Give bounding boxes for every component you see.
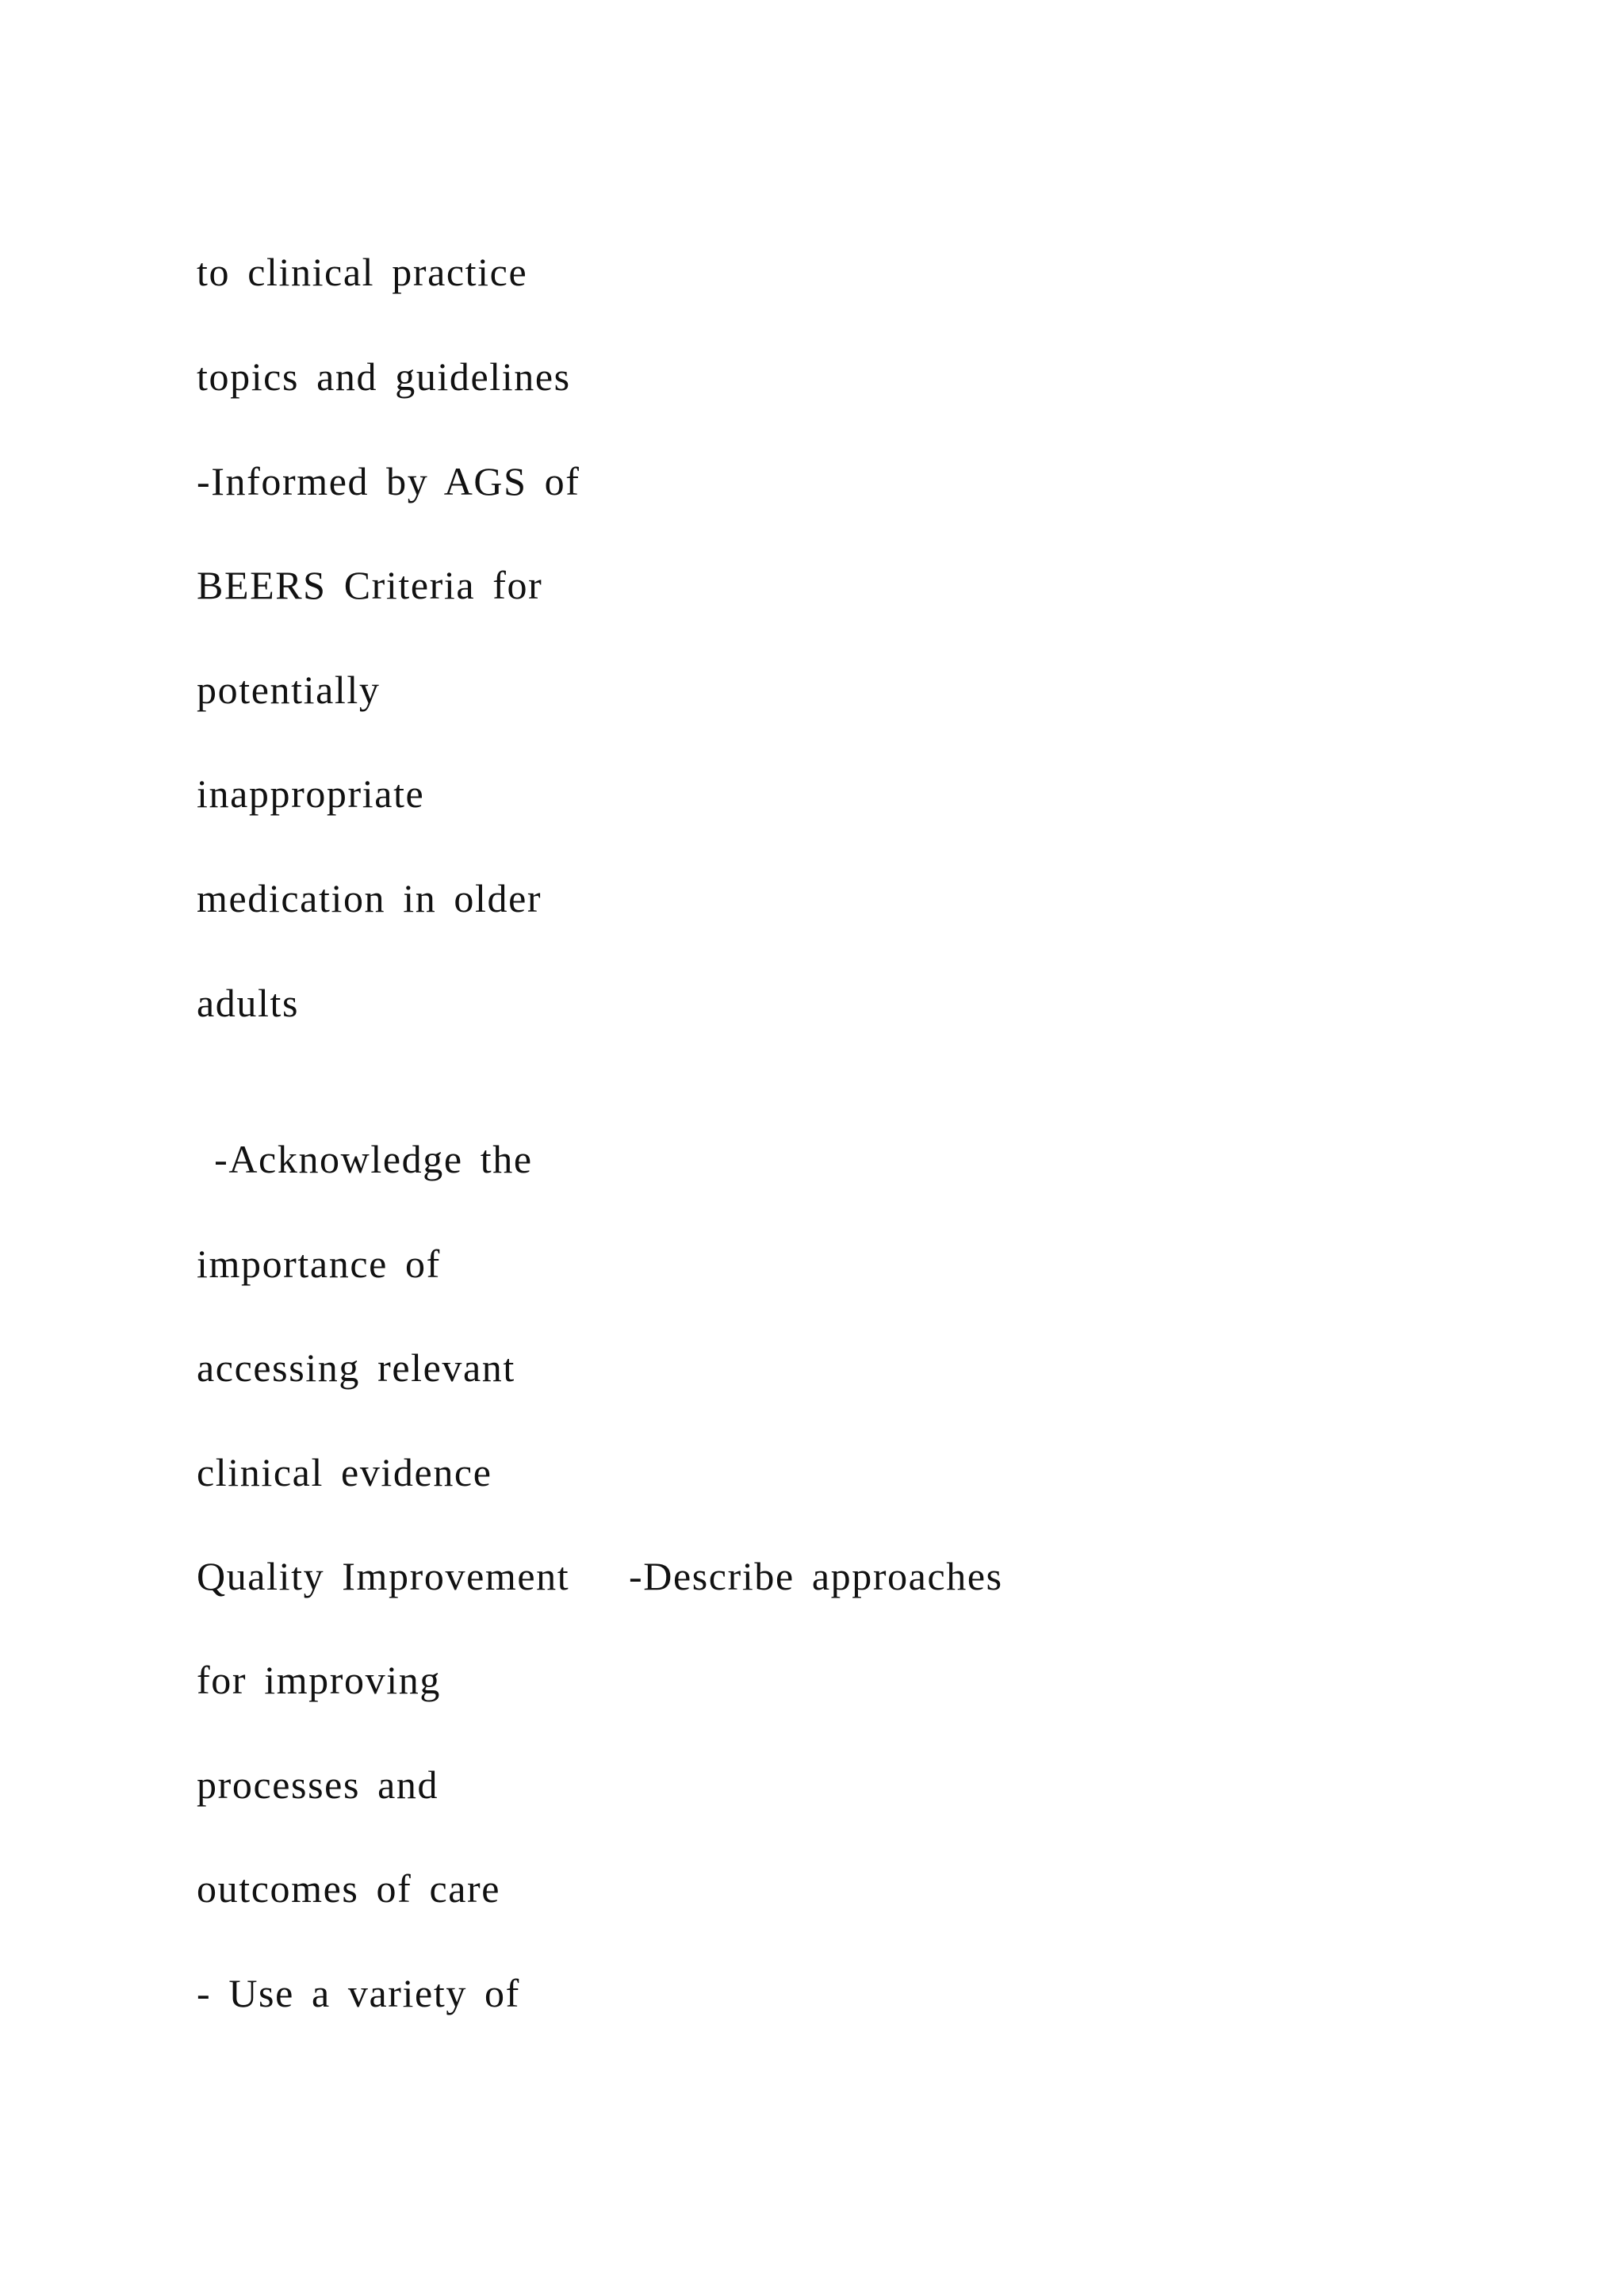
text-line-quality-improvement: Quality Improvement: [197, 1554, 570, 1598]
text-line-beers-criteria: BEERS Criteria for: [197, 563, 543, 607]
text-line-acknowledge-the: -Acknowledge the: [197, 1137, 533, 1181]
text-line-inappropriate: inappropriate: [197, 771, 425, 816]
text-line-use-a-variety-of: - Use a variety of: [197, 1971, 520, 2015]
text-line-accessing-relevant: accessing relevant: [197, 1345, 515, 1390]
text-line-medication-in-older: medication in older: [197, 876, 542, 920]
text-line-adults: adults: [197, 981, 300, 1025]
text-line-describe-approaches: -Describe approaches: [629, 1554, 1003, 1598]
text-line-for-improving: for improving: [197, 1658, 441, 1702]
text-line-outcomes-of-care: outcomes of care: [197, 1866, 501, 1911]
text-line-importance-of: importance of: [197, 1242, 441, 1286]
text-line-to-clinical-practice: to clinical practice: [197, 250, 528, 294]
text-line-clinical-evidence: clinical evidence: [197, 1450, 492, 1494]
text-line-potentially: potentially: [197, 668, 381, 712]
text-line-informed-by-ags: -Informed by AGS of: [197, 459, 580, 503]
text-line-topics-and-guidelines: topics and guidelines: [197, 354, 571, 399]
text-line-processes-and: processes and: [197, 1762, 439, 1807]
